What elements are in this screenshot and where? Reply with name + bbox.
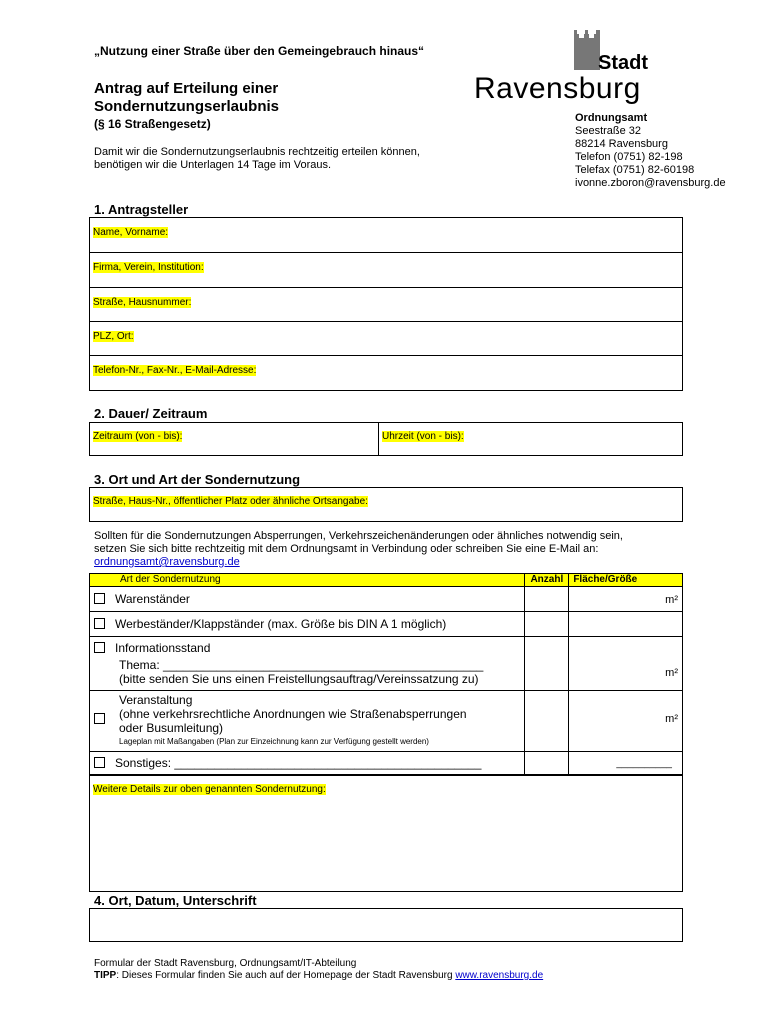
theme-line[interactable]: Thema: ________________________________________________ [119,658,484,672]
field-label: Firma, Verein, Institution: [93,262,204,273]
office-phone: Telefon (0751) 82-198 [575,151,683,163]
field-label: Straße, Haus-Nr., öffentlicher Platz oder ähnliche Ortsangabe: [93,496,368,507]
table-row [90,587,683,612]
col-count-header: Anzahl [525,574,569,587]
logo-city: Ravensburg [474,72,641,105]
type-cell [90,587,525,612]
details-field[interactable] [89,774,683,892]
tower-icon [574,30,600,70]
type-label: Werbeständer/Klappständer (max. Größe bis DIN A 1 möglich) [115,617,447,631]
applicant-company-field[interactable] [90,253,682,288]
office-email[interactable]: ivonne.zboron@ravensburg.de [575,177,726,189]
veranstaltung-checkbox[interactable] [94,713,105,724]
section4-heading: 4. Ort, Datum, Unterschrift [94,893,257,908]
form-subtitle: „Nutzung einer Straße über den Gemeingebrauch hinaus“ [94,44,425,58]
location-field[interactable] [89,487,683,522]
infostand-checkbox[interactable] [94,642,105,653]
duration-box [89,422,683,456]
section3-heading: 3. Ort und Art der Sondernutzung [94,472,301,487]
footer-tipp [94,970,543,982]
applicant-contact-field[interactable] [90,356,682,390]
field-label: Zeitraum (von - bis): [93,431,183,442]
col-type-header: Art der Sondernutzung [90,574,525,587]
field-label: Name, Vorname: [93,227,169,238]
field-label: Uhrzeit (von - bis): [382,431,464,442]
city-logo [474,30,664,105]
count-cell[interactable] [525,587,569,612]
title-line: Antrag auf Erteilung einer [94,80,279,97]
unit-label: m² [665,667,678,679]
area-cell[interactable] [569,587,683,612]
form-title [94,80,279,116]
count-cell[interactable] [525,752,569,776]
footer-line: Formular der Stadt Ravensburg, Ordnungsamt/IT-Abteilung [94,958,357,969]
ordnungsamt-email-link[interactable]: ordnungsamt@ravensburg.de [94,556,240,568]
table-row [90,691,683,752]
office-city: 88214 Ravensburg [575,138,668,150]
sonstiges-checkbox[interactable] [94,757,105,768]
logo-stadt: Stadt [598,52,648,74]
count-cell[interactable] [525,691,569,752]
applicant-city-field[interactable] [90,322,682,356]
table-header [90,574,683,587]
footer [94,958,543,982]
office-name: Ordnungsamt [575,112,648,124]
law-reference: (§ 16 Straßengesetz) [94,117,211,131]
office-address [575,112,726,190]
applicant-name-field[interactable] [90,218,682,253]
intro-line: Damit wir die Sondernutzungserlaubnis rechtzeitig erteilen können, [94,146,420,158]
field-label: PLZ, Ort: [93,331,134,342]
signature-field[interactable] [89,908,683,942]
other-line[interactable]: Sonstiges: ______________________________________________ [115,756,482,770]
section2-heading: 2. Dauer/ Zeitraum [94,406,208,421]
area-cell[interactable] [569,612,683,637]
area-cell[interactable] [569,691,683,752]
col-area-header: Fläche/Größe [569,574,683,587]
notice-text [94,530,623,569]
usage-table [89,573,683,776]
notice-line: setzen Sie sich bitte rechtzeitig mit dem Ordnungsamt in Verbindung oder schreiben Sie eine E-Mail an: [94,543,599,555]
homepage-link[interactable]: www.ravensburg.de [455,970,544,981]
field-label: Telefon-Nr., Fax-Nr., E-Mail-Adresse: [93,365,257,376]
intro-line: benötigen wir die Unterlagen 14 Tage im Voraus. [94,159,332,171]
field-label: Weitere Details zur oben genannten Sondernutzung: [93,784,326,795]
count-cell[interactable] [525,612,569,637]
type-label: oder Busumleitung) [119,721,224,735]
title-line: Sondernutzungserlaubnis [94,98,280,115]
area-line: __________ [616,758,672,769]
warenstaender-checkbox[interactable] [94,593,105,604]
intro-text [94,146,420,172]
office-street: Seestraße 32 [575,125,642,137]
period-field[interactable] [90,423,379,455]
count-cell[interactable] [525,637,569,691]
time-field[interactable] [379,423,682,455]
area-cell[interactable] [569,637,683,691]
type-cell [90,637,525,691]
applicant-box [89,217,683,391]
type-label: Warenständer [115,592,190,606]
unit-label: m² [665,594,678,606]
type-cell [90,691,525,752]
table-row [90,637,683,691]
type-cell [90,752,525,776]
field-label: Straße, Hausnummer: [93,297,192,308]
table-row [90,752,683,776]
section1-heading: 1. Antragsteller [94,202,189,217]
type-label: Informationsstand [115,641,211,655]
applicant-street-field[interactable] [90,288,682,322]
unit-label: m² [665,713,678,725]
tipp-label: TIPP [94,970,117,981]
office-fax: Telefax (0751) 82-60198 [575,164,695,176]
werbestaender-checkbox[interactable] [94,618,105,629]
table-row [90,612,683,637]
tipp-text: : Dieses Formular finden Sie auch auf der Homepage der Stadt Ravensburg [116,970,456,981]
type-label: Veranstaltung [119,693,193,707]
notice-line: Sollten für die Sondernutzungen Absperrungen, Verkehrszeichenänderungen oder ähnliches notwendig sein, [94,530,623,542]
type-cell [90,612,525,637]
type-label: (ohne verkehrsrechtliche Anordnungen wie Straßenabsperrungen [119,707,467,721]
type-note: (bitte senden Sie uns einen Freistellungsauftrag/Vereinssatzung zu) [119,672,479,686]
area-cell[interactable] [569,752,683,776]
type-note: Lageplan mit Maßangaben (Plan zur Einzeichnung kann zur Verfügung gestellt werden) [119,737,429,746]
